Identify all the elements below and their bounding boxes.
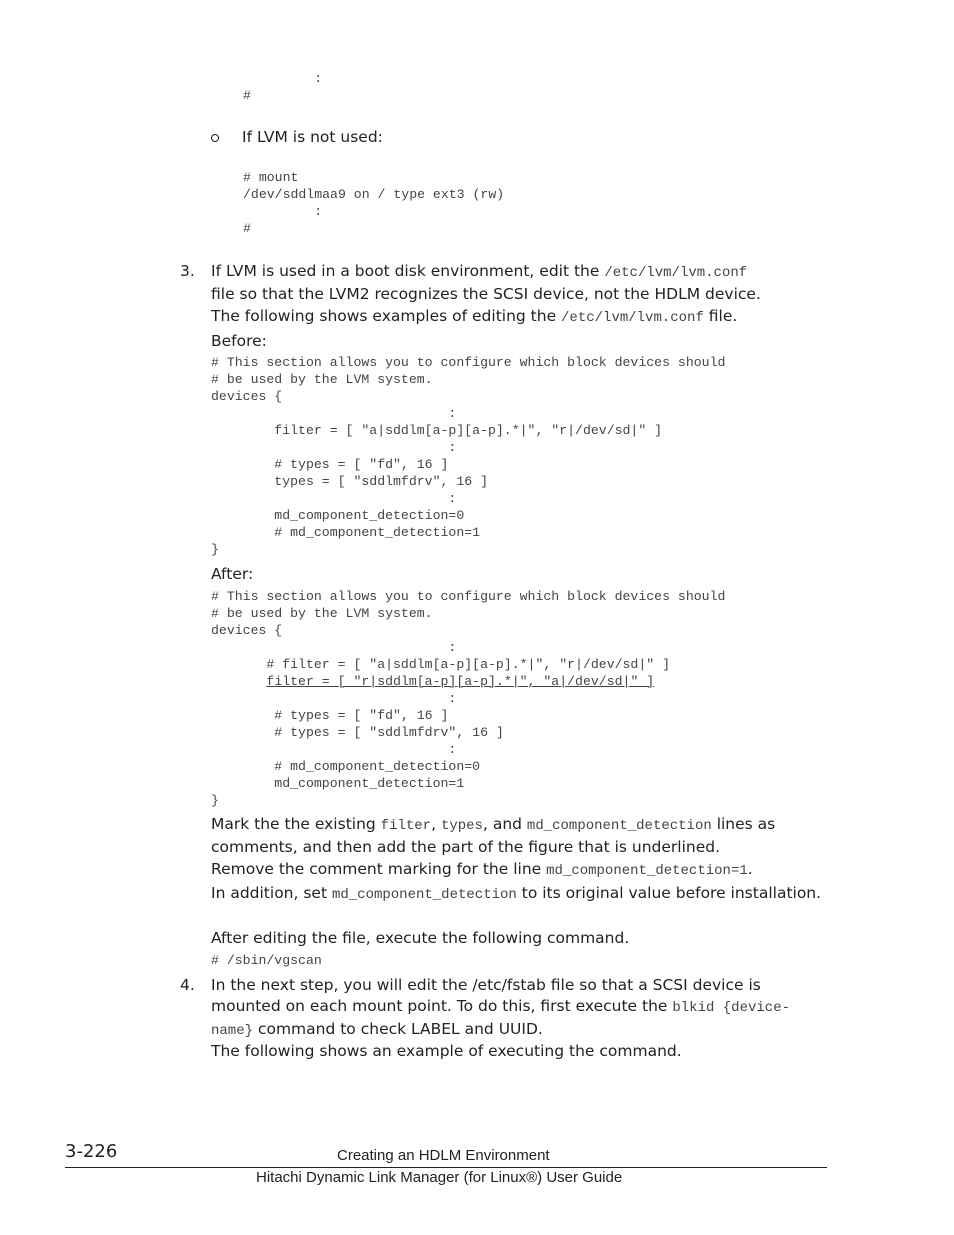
after-editing-paragraph: After editing the file, execute the following command. [211,929,630,947]
inline-code: md_component_detection=1 [546,863,748,879]
addition-paragraph: In addition, set md_component_detection to its original value before installation. [211,884,822,903]
code-line: # types = [ "fd", 16 ] [211,708,449,723]
code-line: } [211,542,219,557]
code-line: types = [ "sddlmfdrv", 16 ] [211,474,488,489]
code-line: filter = [ "a|sddlm[a-p][a-p].*|", "r|/dev/sd|" ] [211,423,663,438]
code-line-underlined: filter = [ "r|sddlm[a-p][a-p].*|", "a|/dev/sd|" ] [266,674,655,689]
step4-intro: In the next step, you will edit the /etc/fstab file so that a SCSI device is mounted on each mount point. To do this, first execute the blkid {device-name} command to check LABEL and UUID. [211,976,790,1039]
code-block-vgscan [211,952,322,969]
code-line: # be used by the LVM system. [211,606,433,621]
code-line: # [243,221,251,236]
mark-paragraph: Mark the the existing filter, types, and md_component_detection lines as comments, and then add the part of the figure that is underlined. [211,815,776,856]
code-block-before [211,354,725,558]
inline-code: types [440,818,483,834]
bullet-icon [211,134,219,142]
code-line: : [211,691,457,706]
footer-section: Creating an HDLM Environment [337,1147,550,1164]
code-line: # /sbin/vgscan [211,953,322,968]
page-number: 3-226 [65,1141,118,1162]
code-line: : [211,440,457,455]
code-line: # mount [243,170,299,185]
step3-intro: If LVM is used in a boot disk environment, edit the /etc/lvm/lvm.conf file so that the LVM2 recognizes the SCSI device, not the HDLM device. [211,262,761,303]
inline-code: md_component_detection [526,818,712,834]
code-line: # md_component_detection=0 [211,759,481,774]
remove-paragraph: Remove the comment marking for the line md_component_detection=1. [211,860,753,879]
step-number: 3. [180,262,195,280]
code-line: # This section allows you to configure which block devices should [211,589,726,604]
inline-code: blkid {device-name} [211,1000,790,1039]
code-line: : [243,71,323,86]
code-line: : [211,406,457,421]
inline-code: md_component_detection [331,887,517,903]
code-line: md_component_detection=1 [211,776,465,791]
after-label: After: [211,565,254,583]
footer-book-title: Hitachi Dynamic Link Manager (for Linux®) User Guide [256,1169,623,1186]
code-line: # types = [ "sddlmfdrv", 16 ] [211,725,504,740]
code-line: # [243,88,251,103]
code-line: # be used by the LVM system. [211,372,433,387]
bullet-no-lvm: If LVM is not used: [242,128,383,146]
code-line: /dev/sddlmaa9 on / type ext3 (rw) [243,187,505,202]
code-line: : [211,640,457,655]
step3-examples: The following shows examples of editing the /etc/lvm/lvm.conf file. [211,307,738,326]
footer-divider [65,1167,827,1168]
code-line: : [211,742,457,757]
code-line: : [243,204,323,219]
code-line: } [211,793,219,808]
step-number: 4. [180,976,195,994]
step4-example: The following shows an example of executing the command. [211,1042,682,1060]
code-block-tail [243,70,322,104]
code-line: # This section allows you to configure which block devices should [211,355,726,370]
path-code: /etc/lvm/lvm.conf [561,310,704,326]
code-line: devices { [211,389,283,404]
code-block-after [211,588,725,809]
code-line: # filter = [ "a|sddlm[a-p][a-p].*|", "r|/dev/sd|" ] [211,657,670,672]
code-block-mount [243,169,504,237]
code-line: md_component_detection=0 [211,508,465,523]
code-line: # types = [ "fd", 16 ] [211,457,449,472]
path-code: /etc/lvm/lvm.conf [604,265,748,281]
inline-code: filter [380,818,432,834]
code-line: : [211,491,457,506]
before-label: Before: [211,332,267,350]
code-line: # md_component_detection=1 [211,525,481,540]
code-line: devices { [211,623,283,638]
